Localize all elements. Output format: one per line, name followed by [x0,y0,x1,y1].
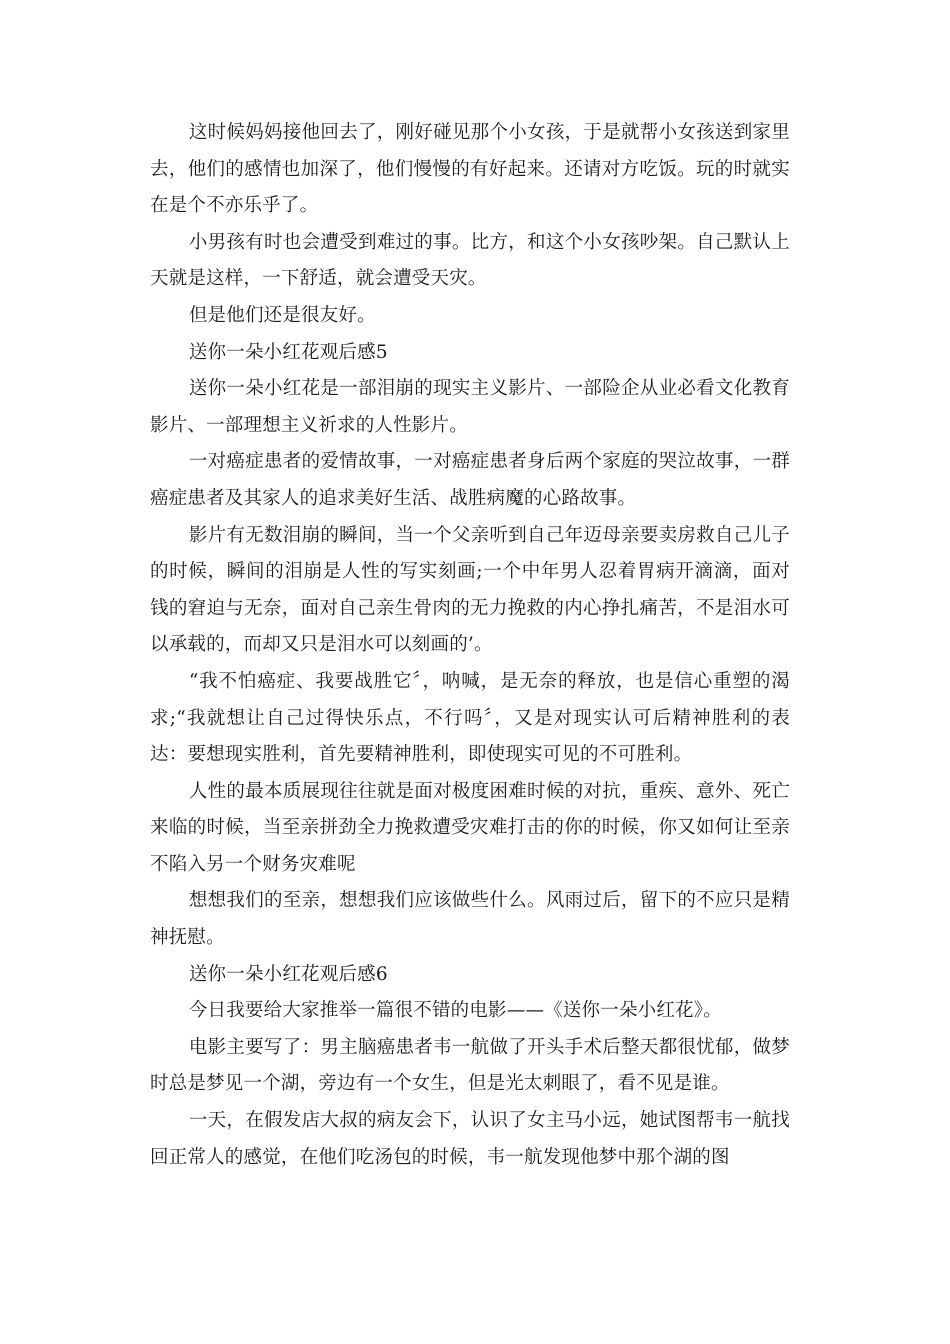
paragraph: 人性的最本质展现往往就是面对极度困难时候的对抗，重疾、意外、死亡来临的时候，当至亲拼劲全力挽救遭受灾难打击的你的时候，你又如何让至亲不陷入另一个财务灾难呢 [150,780,790,875]
paragraph: 一对癌症患者的爱情故事，一对癌症患者身后两个家庭的哭泣故事，一群癌症患者及其家人的追求美好生活、战胜病魔的心路故事。 [150,451,790,509]
paragraph: 电影主要写了：男主脑癌患者韦一航做了开头手术后整天都很忧郁，做梦时总是梦见一个湖，旁边有一个女生，但是光太刺眼了，看不见是谁。 [150,1036,790,1095]
paragraph: 今日我要给大家推举一篇很不错的电影——《送你一朵小红花》。 [188,1000,722,1022]
paragraph: 但是他们还是很友好。 [188,304,376,326]
paragraph: 这时候妈妈接他回去了，刚好碰见那个小女孩，于是就帮小女孩送到家里去，他们的感情也加深了，他们慢慢的有好起来。还请对方吃饭。玩的时就实在是个不亦乐乎了。 [150,122,790,217]
paragraph: 小男孩有时也会遭受到难过的事。比方，和这个小女孩吵架。自己默认上天就是这样，一下舒适，就会遭受天灾。 [150,231,790,290]
paragraph: 想想我们的至亲，想想我们应该做些什么。风雨过后，留下的不应只是精神抚慰。 [150,890,790,949]
section-heading: 送你一朵小红花观后感5 [188,341,388,363]
section-heading: 送你一朵小红花观后感6 [188,963,388,985]
paragraph: 一天，在假发店大叔的病友会下，认识了女主马小远，她试图帮韦一航找回正常人的感觉，在他们吃汤包的时候，韦一航发现他梦中那个湖的图 [150,1110,790,1168]
document-body [150,115,790,1176]
paragraph: 送你一朵小红花是一部泪崩的现实主义影片、一部险企从业必看文化教育影片、一部理想主义祈求的人性影片。 [150,378,790,436]
paragraph: “我不怕癌症、我要战胜它〞，呐喊，是无奈的释放，也是信心重塑的渴求;“我就想让自己过得快乐点，不行吗〞，又是对现实认可后精神胜利的表达：要想现实胜利，首先要精神胜利，即使现实可见的不可胜利。 [150,670,790,766]
paragraph: 影片有无数泪崩的瞬间，当一个父亲听到自己年迈母亲要卖房救自己儿子的时候，瞬间的泪崩是人性的写实刻画;一个中年男人忍着胃病开滴滴，面对钱的窘迫与无奈，面对自己亲生骨肉的无力挽救的内心挣扎痛苦，不是泪水可以承载的，而却又只是泪水可以刻画的’。 [150,524,790,656]
